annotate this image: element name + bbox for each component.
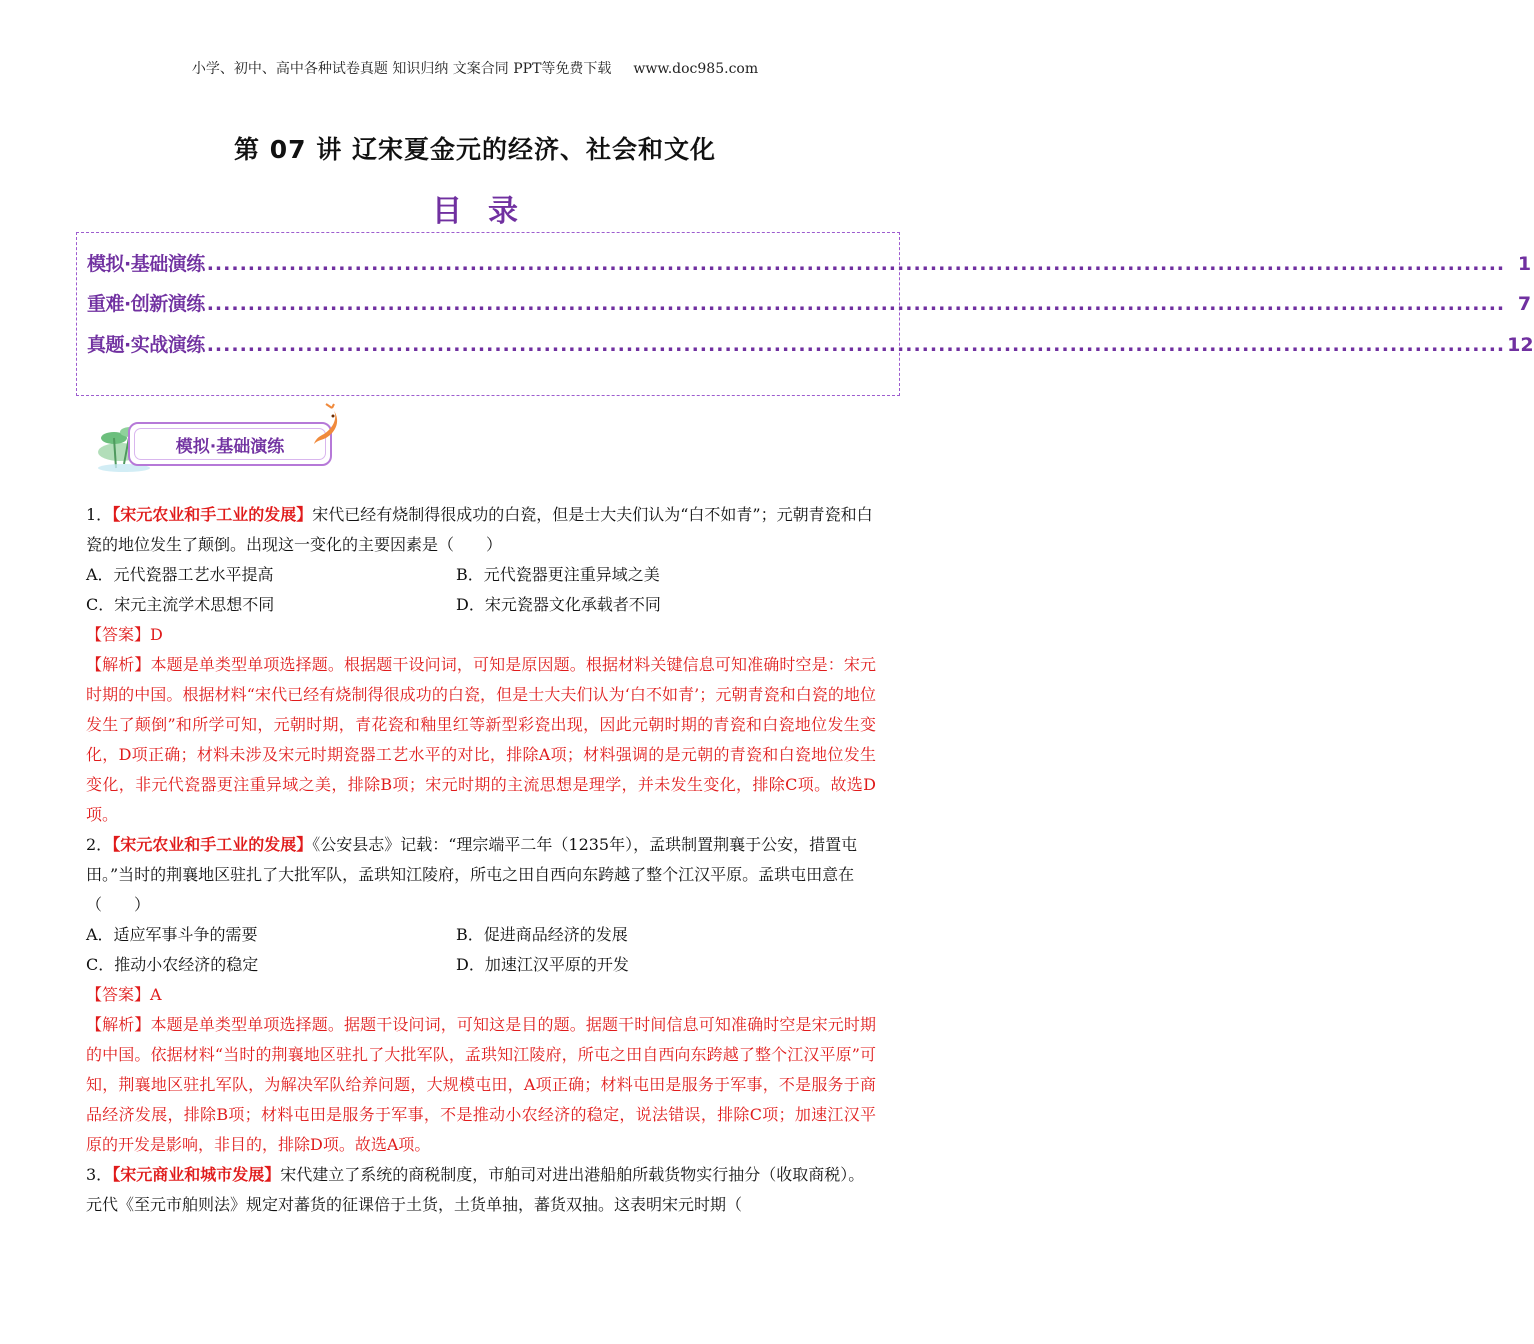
toc-leader: .............................................................................................................................................................. — [206, 334, 1506, 356]
page-header — [0, 58, 950, 78]
question-stem — [86, 830, 876, 920]
header-url[interactable]: www.doc985.com — [633, 61, 759, 77]
option-list — [86, 560, 876, 620]
question-number: 1． — [86, 505, 113, 524]
option-list — [86, 920, 876, 980]
table-of-contents — [76, 232, 1534, 396]
option-a: A．元代瓷器工艺水平提高 — [86, 565, 274, 584]
toc-item-label: 真题·实战演练 — [87, 334, 205, 356]
answer: 【答案】A — [86, 985, 162, 1004]
option-a: A．适应军事斗争的需要 — [86, 925, 258, 944]
question-text: 宋代建立了系统的商税制度，市舶司对进出港船舶所载货物实行抽分（收取商税）。元代《至元市舶则法》规定对蕃货的征课倍于土货，土货单抽，蕃货双抽。这表明宋元时期（ — [86, 1165, 865, 1214]
question-tag: 【宋元农业和手工业的发展】 — [112, 505, 313, 524]
toc-leader: .............................................................................................................................................................. — [206, 293, 1506, 315]
toc-item-1[interactable] — [87, 249, 1532, 276]
toc-item-label: 重难·创新演练 — [87, 293, 205, 315]
option-d: D．加速江汉平原的开发 — [456, 955, 629, 974]
toc-leader: .............................................................................................................................................................. — [206, 253, 1506, 275]
toc-item-3[interactable] — [87, 330, 1534, 357]
section-badge-label: 模拟·基础演练 — [134, 428, 326, 460]
question-stem — [86, 1160, 876, 1220]
toc-item-page: 1 — [1517, 253, 1532, 275]
answer: 【答案】D — [86, 625, 163, 644]
option-c: C．宋元主流学术思想不同 — [86, 595, 275, 614]
question-2 — [86, 830, 876, 1160]
section-badge — [94, 404, 344, 476]
question-number: 3． — [86, 1165, 113, 1184]
analysis: 【解析】本题是单类型单项选择题。根据题干设问词，可知是原因题。根据材料关键信息可知准确时空是：宋元时期的中国。根据材料“宋代已经有烧制得很成功的白瓷，但是士大夫们认为‘白不如青’；元朝青瓷和白瓷的地位发生了颠倒”和所学可知，元朝时期，青花瓷和釉里红等新型彩瓷出现，因此元朝时期的青瓷和白瓷地位发生变化，D项正确；材料未涉及宋元时期瓷器工艺水平的对比，排除A项；材料强调的是元朝的青瓷和白瓷地位发生变化，非元代瓷器更注重异域之美，排除B项；宋元时期的主流思想是理学，并未发生变化，排除C项。故选D项。 — [86, 655, 876, 824]
question-tag: 【宋元农业和手工业的发展】 — [112, 835, 313, 854]
toc-heading: 目录 — [432, 194, 544, 229]
question-text: 宋代已经有烧制得很成功的白瓷，但是士大夫们认为“白不如青”；元朝青瓷和白瓷的地位发生了颠倒。出现这一变化的主要因素是（ ） — [86, 505, 873, 554]
koi-fish-icon — [308, 404, 344, 448]
option-c: C．推动小农经济的稳定 — [86, 955, 259, 974]
question-3 — [86, 1160, 876, 1220]
question-number: 2． — [86, 835, 113, 854]
document-title: 第 07 讲 辽宋夏金元的经济、社会和文化 — [234, 135, 716, 164]
toc-item-label: 模拟·基础演练 — [87, 253, 205, 275]
toc-item-2[interactable] — [87, 289, 1532, 316]
toc-item-page: 12 — [1507, 334, 1534, 356]
badge-frame — [128, 422, 332, 466]
toc-item-page: 7 — [1517, 293, 1532, 315]
analysis: 【解析】本题是单类型单项选择题。据题干设问词，可知这是目的题。据题干时间信息可知准确时空是宋元时期的中国。依据材料“当时的荆襄地区驻扎了大批军队，孟珙知江陵府，所屯之田自西向东跨越了整个江汉平原”可知，荆襄地区驻扎军队，为解决军队给养问题，大规模屯田，A项正确；材料屯田是服务于军事，不是服务于商品经济发展，排除B项；材料屯田是服务于军事，不是推动小农经济的稳定，说法错误，排除C项；加速江汉平原的开发是影响，非目的，排除D项。故选A项。 — [86, 1015, 876, 1154]
question-text: 《公安县志》记载：“理宗端平二年（1235年），孟珙制置荆襄于公安，措置屯田。”当时的荆襄地区驻扎了大批军队，孟珙知江陵府，所屯之田自西向东跨越了整个江汉平原。孟珙屯田意在 （ ） — [86, 835, 858, 914]
question-list — [86, 500, 876, 1220]
question-1 — [86, 500, 876, 830]
option-b: B．促进商品经济的发展 — [456, 925, 628, 944]
question-stem — [86, 500, 876, 560]
option-b: B．元代瓷器更注重异域之美 — [456, 565, 660, 584]
header-text: 小学、初中、高中各种试卷真题 知识归纳 文案合同 PPT等免费下载 — [191, 61, 612, 77]
question-tag: 【宋元商业和城市发展】 — [112, 1165, 281, 1184]
option-d: D．宋元瓷器文化承载者不同 — [456, 595, 661, 614]
